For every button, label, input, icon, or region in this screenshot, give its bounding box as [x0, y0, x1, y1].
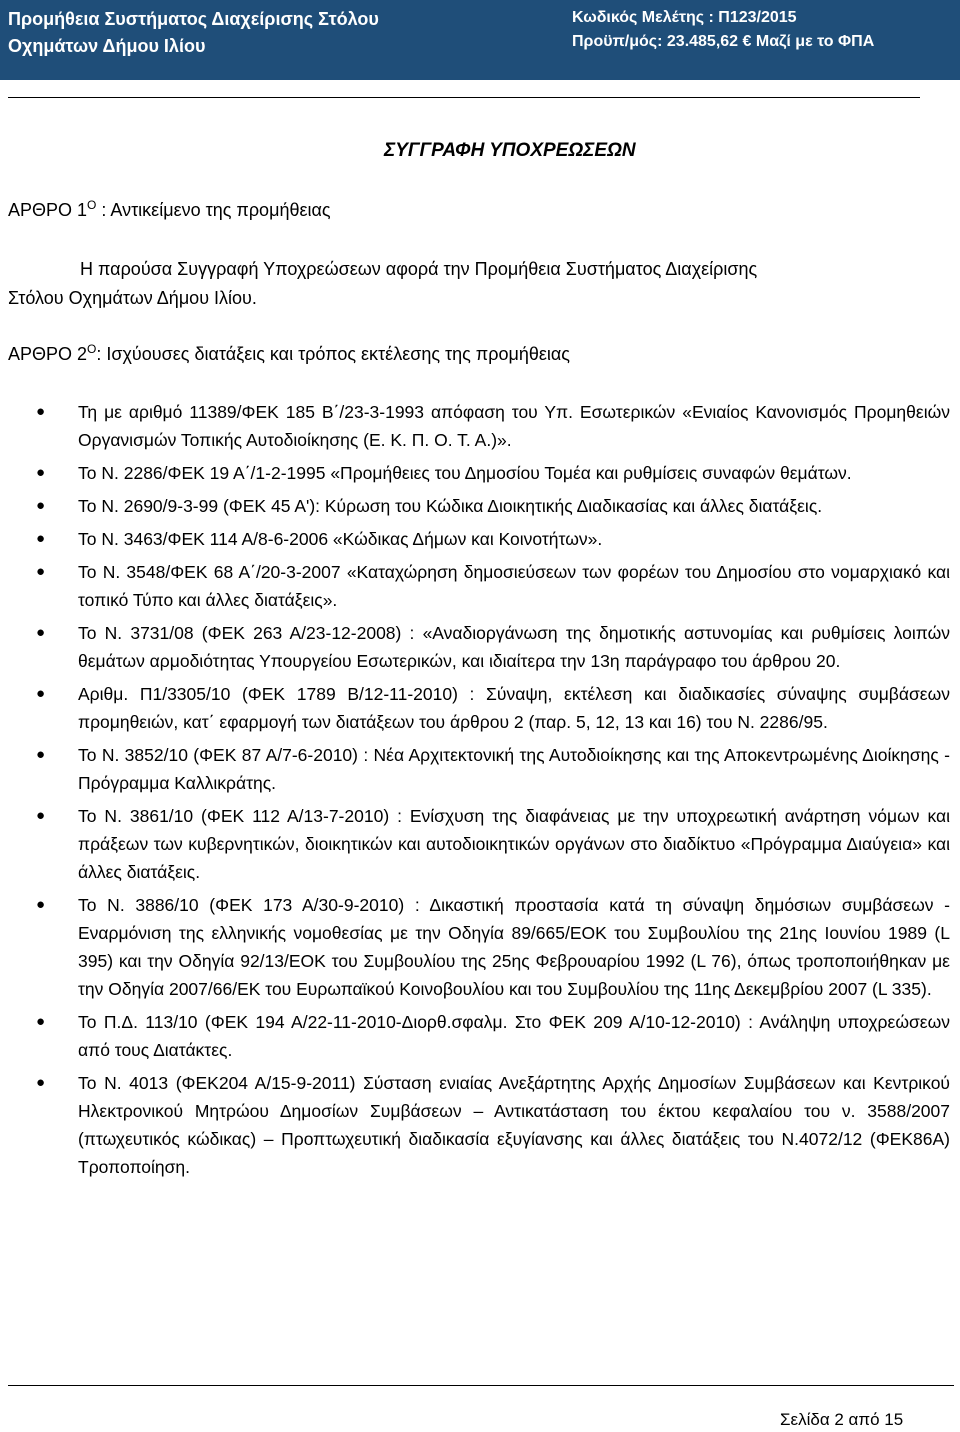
- bullet-icon: ●: [36, 807, 46, 824]
- law-item: [0, 1069, 950, 1181]
- article1-sup: Ο: [87, 198, 97, 212]
- law-text: Το Ν. 2690/9-3-99 (ΦΕΚ 45 Α'): Κύρωση του Κώδικα Διοικητικής Διαδικασίας και άλλες διατάξεις.: [78, 496, 823, 516]
- law-text: Το Ν. 3548/ΦΕΚ 68 Α΄/20-3-2007 «Καταχώρηση δημοσιεύσεων των φορέων του Δημοσίου στο νομαρχιακό και τοπικό Τύπο και άλλες διατάξεις».: [78, 562, 950, 610]
- header-title-line2: Οχημάτων Δήμου Ιλίου: [8, 36, 206, 56]
- law-item: [0, 558, 950, 614]
- law-item: [0, 492, 950, 520]
- bullet-icon: ●: [36, 1013, 46, 1030]
- law-text: Το Ν. 3861/10 (ΦΕΚ 112 Α/13-7-2010) : Ενίσχυση της διαφάνειας με την υποχρεωτική ανάρτηση νόμων και πράξεων των κυβερνητικών, διοικητικών και αυτοδιοικητικών οργάνων στο διαδίκτυο «Πρόγραμμα Διαύγεια» και άλλες διατάξεις.: [78, 806, 950, 882]
- bullet-icon: ●: [36, 896, 46, 913]
- article1-title: : Αντικείμενο της προμήθειας: [96, 200, 331, 220]
- law-text: Το Ν. 3731/08 (ΦΕΚ 263 Α/23-12-2008) : «Αναδιοργάνωση της δημοτικής αστυνομίας και ρυθμίσεις λοιπών θεμάτων αρμοδιότητας Υπουργείου Εσωτερικών, και ιδιαίτερα την 13η παράγραφο του άρθρου 20.: [78, 623, 950, 671]
- law-item: [0, 619, 950, 675]
- article2-title: : Ισχύουσες διατάξεις και τρόπος εκτέλεσης της προμήθειας: [96, 344, 570, 364]
- law-item: [0, 680, 950, 736]
- laws-list: [0, 398, 950, 1186]
- law-item: [0, 891, 950, 1003]
- law-item: [0, 1008, 950, 1064]
- footer-divider: [8, 1385, 954, 1386]
- law-item: [0, 802, 950, 886]
- bullet-icon: ●: [36, 563, 46, 580]
- law-text: Το Ν. 4013 (ΦΕΚ204 Α/15-9-2011) Σύσταση ενιαίας Ανεξάρτητης Αρχής Δημοσίων Συμβάσεων και Κεντρικού Ηλεκτρονικού Μητρώου Δημοσίων Συμβάσεων – Αντικατάσταση του έκτου κεφαλαίου του ν. 3588/2007 (πτωχευτικός κώδικας) – Προπτωχευτική διαδικασία εξυγίανσης και άλλες διατάξεις του Ν.4072/12 (ΦΕΚ86Α) Τροποποίηση.: [78, 1073, 950, 1177]
- header-meta: [572, 6, 874, 54]
- bullet-icon: ●: [36, 497, 46, 514]
- section-title: ΣΥΓΓΡΑΦΗ ΥΠΟΧΡΕΩΣΕΩΝ: [384, 140, 636, 161]
- law-text: Το Ν. 3886/10 (ΦΕΚ 173 Α/30-9-2010) : Δικαστική προστασία κατά τη σύναψη δημόσιων συμβάσεων - Εναρμόνιση της ελληνικής νομοθεσίας με την Οδηγία 89/665/ΕΟΚ του Συμβουλίου της 21ης Ιουνίου 1989 (L 395) και την Οδηγία 92/13/ΕΟΚ του Συμβουλίου της 25ης Φεβρουαρίου 1992 (L 76), όπως τροποποιήθηκαν με την Οδηγία 2007/66/ΕΚ του Ευρωπαϊκού Κοινοβουλίου και του Συμβουλίου της 11ης Δεκεμβρίου 2007 (L 335).: [78, 895, 950, 999]
- law-text: Το Ν. 2286/ΦΕΚ 19 Α΄/1-2-1995 «Προμήθειες του Δημοσίου Τομέα και ρυθμίσεις συναφών θεμάτων.: [78, 463, 852, 483]
- law-item: [0, 525, 950, 553]
- article1-heading: [8, 198, 331, 221]
- article2-label: ΑΡΘΡΟ 2: [8, 344, 88, 364]
- article1-label: ΑΡΘΡΟ 1: [8, 200, 88, 220]
- bullet-icon: ●: [36, 624, 46, 641]
- bullet-icon: ●: [36, 685, 46, 702]
- law-item: [0, 741, 950, 797]
- bullet-icon: ●: [36, 746, 46, 763]
- bullet-icon: ●: [36, 464, 46, 481]
- law-text: Αριθμ. Π1/3305/10 (ΦΕΚ 1789 Β/12-11-2010) : Σύναψη, εκτέλεση και διαδικασίες σύναψης συμβάσεων προμηθειών, κατ΄ εφαρμογή των διατάξεων του άρθρου 2 (παρ. 5, 12, 13 και 16) του Ν. 2286/95.: [78, 684, 950, 732]
- header-title-line1: Προμήθεια Συστήματος Διαχείρισης Στόλου: [8, 9, 379, 29]
- law-item: [0, 398, 950, 454]
- budget: Προϋπ/μός: 23.485,62 € Μαζί με το ΦΠΑ: [572, 33, 875, 50]
- law-text: Το Π.Δ. 113/10 (ΦΕΚ 194 Α/22-11-2010-Διορθ.σφαλμ. Στο ΦΕΚ 209 Α/10-12-2010) : Ανάληψη υποχρεώσεων από τους Διατάκτες.: [78, 1012, 950, 1060]
- bullet-icon: ●: [36, 1074, 46, 1091]
- header-title: [8, 6, 379, 60]
- page-number: Σελίδα 2 από 15: [780, 1410, 904, 1429]
- law-text: Το Ν. 3463/ΦΕΚ 114 Α/8-6-2006 «Κώδικας Δήμων και Κοινοτήτων».: [78, 529, 603, 549]
- article2-heading: [8, 342, 570, 365]
- bullet-icon: ●: [36, 530, 46, 547]
- header-divider: [8, 97, 920, 98]
- document-header: [0, 0, 960, 80]
- law-text: Το Ν. 3852/10 (ΦΕΚ 87 Α/7-6-2010) : Νέα Αρχιτεκτονική της Αυτοδιοίκησης και της Αποκεντρωμένης Διοίκησης - Πρόγραμμα Καλλικράτης.: [78, 745, 950, 793]
- law-item: [0, 459, 950, 487]
- study-code: Κωδικός Μελέτης : Π123/2015: [572, 9, 797, 26]
- article2-sup: Ο: [87, 342, 97, 356]
- bullet-icon: ●: [36, 403, 46, 420]
- article1-text: [8, 255, 950, 313]
- article1-text-line1: Η παρούσα Συγγραφή Υποχρεώσεων αφορά την Προμήθεια Συστήματος Διαχείρισης: [80, 259, 758, 279]
- article1-text-line2: Στόλου Οχημάτων Δήμου Ιλίου.: [8, 288, 257, 308]
- law-text: Τη με αριθμό 11389/ΦΕΚ 185 Β΄/23-3-1993 απόφαση του Υπ. Εσωτερικών «Ενιαίος Κανονισμός Προμηθειών Οργανισμών Τοπικής Αυτοδιοίκησης (Ε. Κ. Π. Ο. Τ. Α.)».: [78, 402, 950, 450]
